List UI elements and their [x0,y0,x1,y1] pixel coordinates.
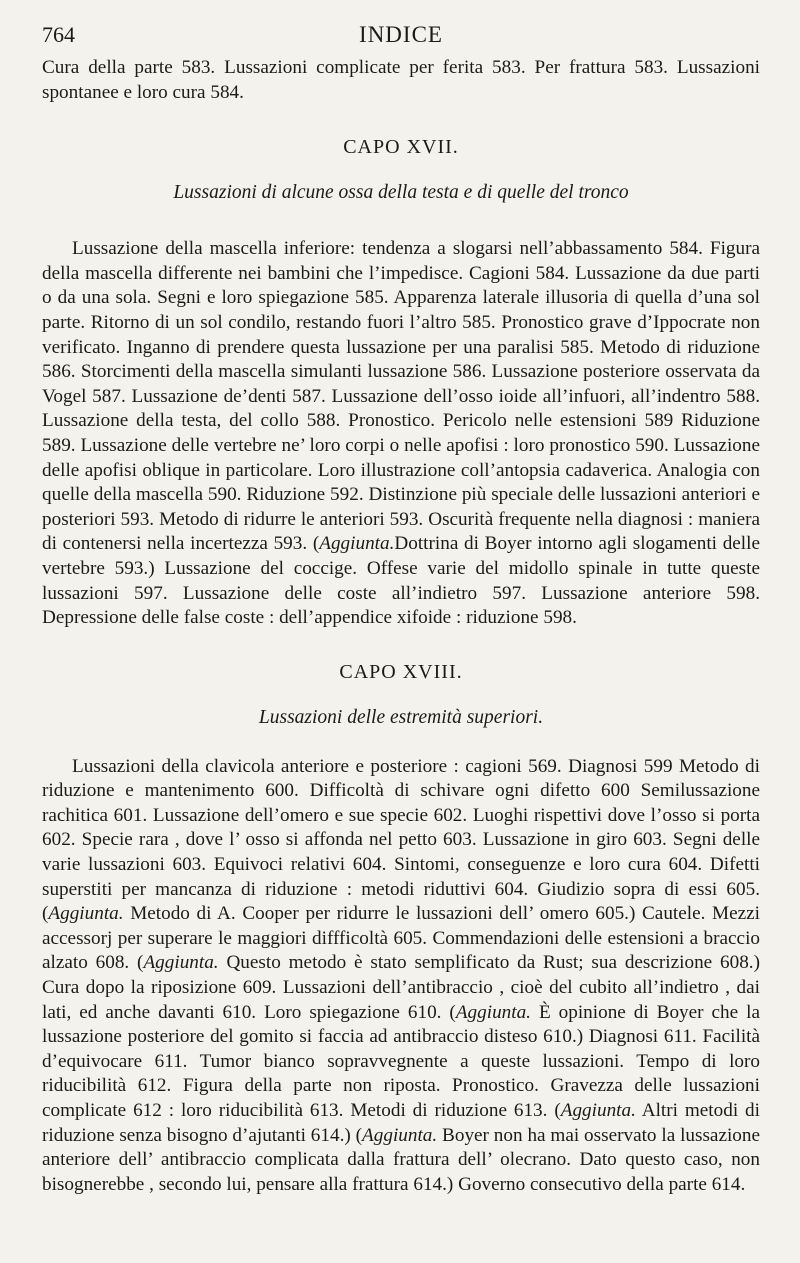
page-header [42,22,760,56]
chapter-17-text-part-2: Dottrina di Boyer intorno agli slogamenti delle vertebre 593.) Lussazione del coccige. Offese varie del midollo spinale in tutte queste lussazioni 597. Lussazione delle coste all’indietro 597. Lussazione anteriore 598. Depressione delle false coste : dell’appendice xifoide : riduzione 598. [42,533,760,629]
chapter-17-heading: CAPO XVII. [343,136,459,159]
chapter-18-text-part-4: È opinione di Boyer che la lussazione posteriore del gomito si faccia ad antibraccio disteso 610.) Diagnosi 611. Facilità d’equivocare 611. Tumor bianco sopravvegnente a queste lussazioni. Tempo di loro riducibilità 612. Figura della parte non riposta. Pronostico. Gravezza delle lussazioni complicate 612 : loro riducibilità 613. Metodi di riduzione 613. ( [42,1001,760,1121]
chapter-18-aggiunta-4: Aggiunta. [560,1100,636,1121]
chapter-18-text-part-1: Lussazioni della clavicola anteriore e posteriore : cagioni 569. Diagnosi 599 Metodo di riduzione e mantenimento 600. Difficoltà di schivare ogni difetto 600 Semilussazione rachitica 601. Lussazione dell’omero e sue specie 602. Luoghi rispettivi dove l’osso si porta 602. Specie rara , dove l’ osso si affonda nel petto 603. Lussazione in giro 603. Segni delle varie lussazioni 603. Equivoci relativi 604. Sintomi, conseguenze e loro cura 604. Difetti superstiti per mancanza di riduzione : metodi riduttivi 604. Giudizio sopra di essi 605. ( [42,755,760,925]
chapter-18-aggiunta-1: Aggiunta. [48,903,124,925]
chapter-18-text-part-6: Boyer non ha mai osservato la lussazione anteriore dell’ antibraccio complicata dalla frattura dell’ olecrano. Dato questo caso, non bisognerebbe , secondo lui, pensare alla frattura 614.) Governo consecutivo della parte 614. [42,1124,760,1195]
chapter-18-text-part-5: Altri metodi di riduzione senza bisogno d’ajutanti 614.) ( [42,1100,760,1146]
chapter-18-text-part-2: Metodo di A. Cooper per ridurre le lussazioni dell’ omero 605.) Cautele. Mezzi accessorj per superare le maggiori diffficoltà 605. Commendazioni delle estensioni a braccio alzato 608. ( [42,903,760,974]
chapter-18-text-part-3: Questo metodo è stato semplificato da Rust; sua descrizione 608.) Cura dopo la riposizione 609. Lussazioni dell’antibraccio , cioè del cubito all’indietro , dai lati, ed anche davanti 610. Loro spiegazione 610. ( [42,952,760,1023]
chapter-17-body [42,237,760,631]
chapter-18-aggiunta-2: Aggiunta. [143,952,219,974]
chapter-18-body [42,755,760,1198]
chapter-17-text-part-1: Lussazione della mascella inferiore: tendenza a slogarsi nell’abbassamento 584. Figura della mascella differente nei bambini che l’impedisce. Cagioni 584. Lussazione da due parti o da una sola. Segni e loro spiegazione 585. Apparenza laterale illusoria di quella d’una sol parte. Ritorno di un sol condilo, restando fuori l’altro 585. Pronostico grave d’Ippocrate non verificato. Inganno di prendere questa lussazione per una paralisi 585. Metodo di riduzione 586. Storcimenti della mascella simulanti lussazione 586. Lussazione posteriore osservata da Vogel 587. Lussazione de’denti 587. Lussazione dell’osso ioide all’infuori, all’indentro 588. Lussazione della testa, del collo 588. Pronostico. Pericolo nelle estensioni 589 Riduzione 589. Lussazione delle vertebre ne’ loro corpi o nelle apofisi : loro pronostico 590. Lussazione delle apofisi oblique in particolare. Loro illustrazione coll’antopsia cadaverica. Analogia con quelle della mascella 590. Riduzione 592. Distinzione più speciale delle lussazioni anteriori e posteriori 593. Metodo di ridurre le anteriori 593. Oscurità frequente nella diagnosi : maniera di contenersi nella incertezza 593. ( [42,238,760,555]
chapter-17-subtitle: Lussazioni di alcune ossa della testa e di quelle del tronco [173,182,629,204]
chapter-18-heading: CAPO XVIII. [339,660,463,683]
chapter-17-aggiunta: Aggiunta. [319,533,395,555]
chapter-18-aggiunta-3: Aggiunta. [455,1001,531,1023]
page-number: 764 [42,22,75,47]
running-title: INDICE [359,22,443,47]
intro-paragraph: Cura della parte 583. Lussazioni complicate per ferita 583. Per frattura 583. Lussazioni spontanee e loro cura 584. [42,57,760,103]
chapter-18-aggiunta-5: Aggiunta. [362,1124,438,1146]
chapter-18-subtitle: Lussazioni delle estremità superiori. [258,706,544,728]
